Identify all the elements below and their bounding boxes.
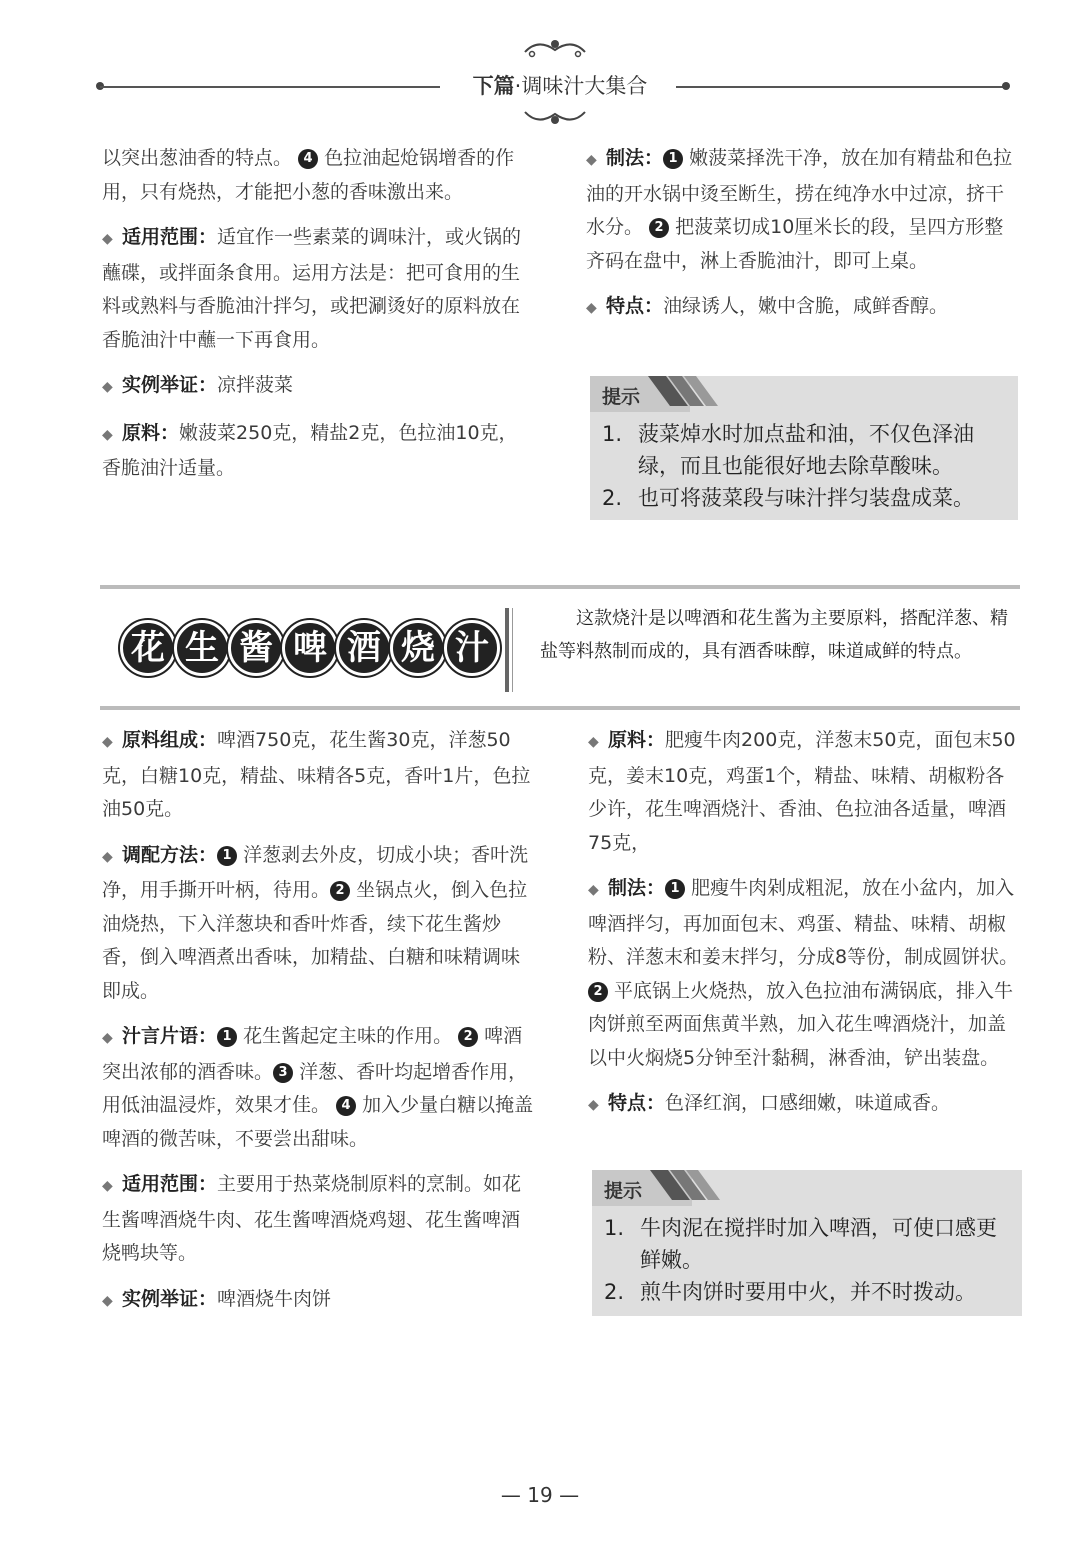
top-left-column xyxy=(102,142,534,498)
title-char: 生 xyxy=(174,620,230,676)
recipe-title xyxy=(120,620,498,690)
example-paragraph: ◆ 实例举证：凉拌菠菜 xyxy=(102,369,534,405)
title-char: 花 xyxy=(120,620,176,676)
ingredient-paragraph: ◆ 原料：嫩菠菜250克，精盐2克，色拉油10克，香脆油汁适量。 xyxy=(102,417,534,486)
title-char: 啤 xyxy=(282,620,338,676)
num-4-icon: 4 xyxy=(336,1096,356,1116)
feature-paragraph: ◆ 特点：油绿诱人，嫩中含脆，咸鲜香醇。 xyxy=(586,290,1020,326)
header-rule-left xyxy=(100,86,440,88)
page-number: — 19 — xyxy=(500,1483,580,1507)
diamond-icon: ◆ xyxy=(586,300,597,316)
tip-item: 1. 牛肉泥在搅拌时加入啤酒，可使口感更鲜嫩。 xyxy=(604,1216,997,1272)
tip-item: 2. 煎牛肉饼时要用中火，并不时拨动。 xyxy=(604,1280,976,1304)
method-paragraph: ◆ 制法： 1 嫩菠菜择洗干净，放在加有精盐和色拉油的开水锅中烫至断生，捞在纯净水中过凉，挤干水分。 2 把菠菜切成10厘米长的段，呈四方形整齐码在盘中，淋上香脆油汁，即可上桌。 xyxy=(586,142,1020,278)
diamond-icon: ◆ xyxy=(102,1292,113,1309)
diamond-icon: ◆ xyxy=(102,848,113,865)
title-char: 烧 xyxy=(390,620,446,676)
tip-stripes-icon xyxy=(650,1170,730,1200)
diamond-icon: ◆ xyxy=(102,734,113,750)
num-2-icon: 2 xyxy=(649,218,669,238)
tip-tab: 提示 xyxy=(592,1170,692,1206)
tip-item: 1. 菠菜焯水时加点盐和油，不仅色泽油绿，而且也能很好地去除草酸味。 xyxy=(602,422,974,478)
tip-tab: 提示 xyxy=(590,376,690,412)
tip-item: 2. 也可将菠菜段与味汁拌匀装盘成菜。 xyxy=(602,486,974,510)
tip-stripes-icon xyxy=(648,376,728,406)
num-3-icon: 3 xyxy=(273,1063,293,1083)
num-4-icon: 4 xyxy=(298,149,318,169)
method-paragraph-2: ◆ 制法： 1 肥瘦牛肉剁成粗泥，放在小盆内，加入啤酒拌匀，再加面包末、鸡蛋、精盐、味精、胡椒粉、洋葱末和姜末拌匀，分成8等份，制成圆饼状。 2 平底锅上火烧热，放入色拉油布满锅底，排入牛肉饼煎至两面焦黄半熟，加入花生啤酒烧汁，加盖以中火焖烧5分钟至汁黏稠，淋香油，铲出装盘。 xyxy=(588,872,1022,1075)
scope-paragraph-2: ◆ 适用范围：主要用于热菜烧制原料的烹制。如花生酱啤酒烧牛肉、花生酱啤酒烧鸡翅、花生酱啤酒烧鸭块等。 xyxy=(102,1168,536,1271)
ornament-top-icon xyxy=(520,36,590,60)
feature-paragraph-2: ◆ 特点：色泽红润，口感细嫩，味道咸香。 xyxy=(588,1087,1022,1123)
diamond-icon: ◆ xyxy=(588,734,599,750)
example-paragraph-2: ◆ 实例举证：啤酒烧牛肉饼 xyxy=(102,1283,536,1319)
header-title xyxy=(448,70,672,100)
title-char: 酒 xyxy=(336,620,392,676)
num-2-icon: 2 xyxy=(588,982,608,1002)
num-1-icon: 1 xyxy=(217,846,237,866)
tip-box-top xyxy=(590,376,1018,520)
num-2-icon: 2 xyxy=(330,881,350,901)
diamond-icon: ◆ xyxy=(102,1030,113,1046)
scope-paragraph: ◆ 适用范围：适宜作一些素菜的调味汁，或火锅的蘸碟，或拌面条食用。运用方法是：把可食用的生料或熟料与香脆油汁拌匀，或把涮烫好的原料放在香脆油汁中蘸一下再食用。 xyxy=(102,221,534,357)
header-section: 调味汁大集合 xyxy=(521,74,648,98)
diamond-icon: ◆ xyxy=(588,1097,599,1113)
composition-paragraph: ◆ 原料组成：啤酒750克，花生酱30克，洋葱50克，白糖10克，精盐、味精各5克，香叶1片，色拉油50克。 xyxy=(102,724,536,827)
recipe-intro: 这款烧汁是以啤酒和花生酱为主要原料，搭配洋葱、精盐等料熬制而成的，具有酒香味醇，味道咸鲜的特点。 xyxy=(540,608,1008,662)
banner-divider-thin xyxy=(512,608,513,692)
num-2-icon: 2 xyxy=(458,1027,478,1047)
diamond-icon: ◆ xyxy=(588,882,599,898)
header-rule-right xyxy=(676,86,1006,88)
diamond-icon: ◆ xyxy=(102,1178,113,1194)
title-char: 汁 xyxy=(444,620,500,676)
ingredient-paragraph-2: ◆ 原料：肥瘦牛肉200克，洋葱末50克，面包末50克，姜末10克，鸡蛋1个，精盐、味精、胡椒粉各少许，花生啤酒烧汁、香油、色拉油各适量，啤酒75克， xyxy=(588,724,1022,860)
tip-box-bottom xyxy=(592,1170,1022,1316)
num-1-icon: 1 xyxy=(663,149,683,169)
paragraph-continuation: 以突出葱油香的特点。 4 色拉油起炝锅增香的作用，只有烧热，才能把小葱的香味激出来。 xyxy=(102,147,515,203)
tip-list xyxy=(602,418,1008,514)
mix-paragraph: ◆ 调配方法： 1 洋葱剥去外皮，切成小块；香叶洗净，用手撕开叶柄，待用。 2 坐锅点火，倒入色拉油烧热，下入洋葱块和香叶炸香，续下花生酱炒香，倒入啤酒煮出香味，加精盐、白糖和味精调味即成。 xyxy=(102,839,536,1009)
bottom-right-column xyxy=(588,724,1022,1135)
banner-rule-bottom xyxy=(100,706,1020,710)
banner-divider xyxy=(505,608,509,692)
header-sep: · xyxy=(514,74,522,98)
bottom-left-column xyxy=(102,724,536,1330)
page-header xyxy=(0,0,1080,135)
title-char: 酱 xyxy=(228,620,284,676)
diamond-icon: ◆ xyxy=(586,152,597,168)
num-1-icon: 1 xyxy=(217,1027,237,1047)
header-dot-right xyxy=(1002,82,1010,90)
num-1-icon: 1 xyxy=(665,879,685,899)
diamond-icon: ◆ xyxy=(102,231,113,247)
banner-rule-top xyxy=(100,585,1020,589)
top-right-column xyxy=(586,142,1020,338)
tip-list xyxy=(604,1212,1012,1308)
diamond-icon: ◆ xyxy=(102,379,113,395)
ornament-bottom-icon xyxy=(520,104,590,128)
header-part: 下篇 xyxy=(472,74,515,98)
diamond-icon: ◆ xyxy=(102,426,113,443)
notes-paragraph: ◆ 汁言片语： 1 花生酱起定主味的作用。 2 啤酒突出浓郁的酒香味。 3 洋葱、香叶均起增香作用，用低油温浸炸，效果才佳。 4 加入少量白糖以掩盖啤酒的微苦味，不要尝出甜味。 xyxy=(102,1020,536,1156)
